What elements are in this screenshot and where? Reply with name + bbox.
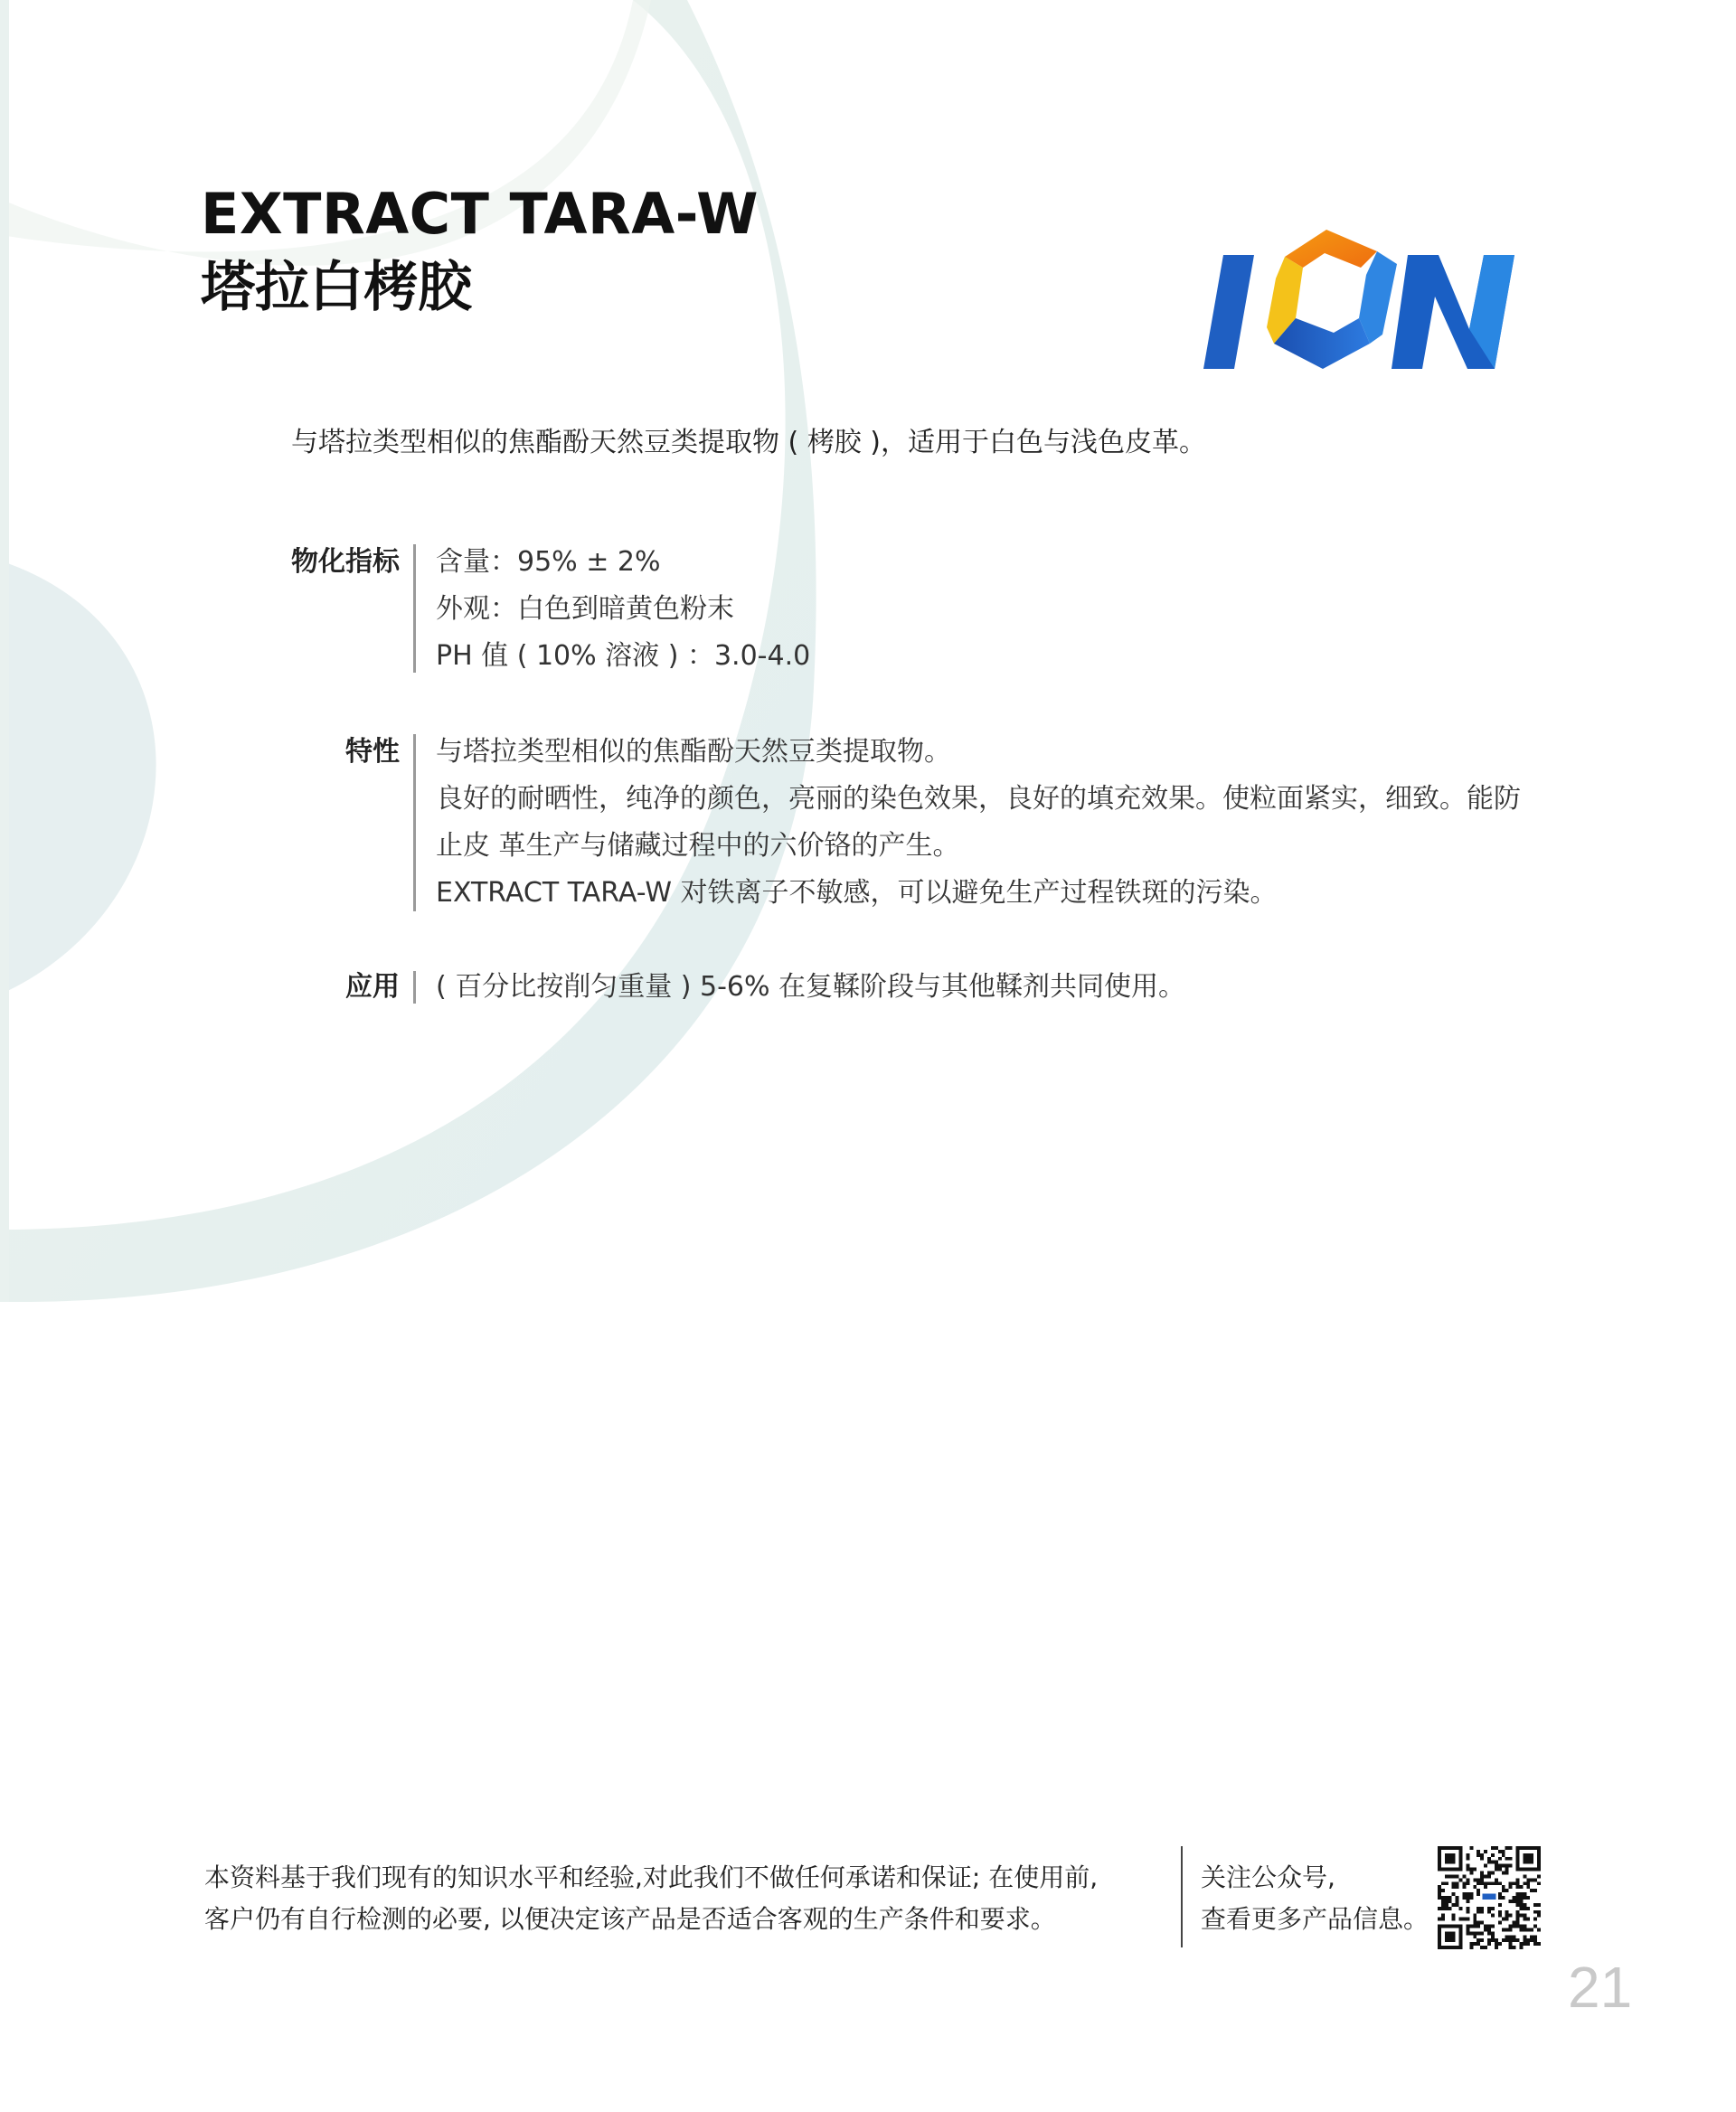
section-divider [413, 544, 416, 673]
spec-line: 外观：白色到暗黄色粉末 [436, 593, 734, 625]
section-label: 应用 [345, 971, 400, 1003]
product-title-cn: 塔拉白栲胶 [201, 256, 472, 319]
footer-disclaimer [204, 1857, 1098, 1940]
spec-line: PH 值 ( 10% 溶液 ) ：3.0-4.0 [436, 640, 811, 672]
follow-line: 查看更多产品信息。 [1201, 1904, 1429, 1934]
disclaimer-line: 客户仍有自行检测的必要, 以便决定该产品是否适合客观的生产条件和要求。 [204, 1904, 1056, 1934]
section-content [436, 729, 1521, 917]
qr-code-icon[interactable] [1438, 1846, 1541, 1949]
footer-divider [1181, 1846, 1183, 1947]
disclaimer-line: 本资料基于我们现有的知识水平和经验,对此我们不做任何承诺和保证; 在使用前, [204, 1862, 1099, 1892]
section-label: 物化指标 [291, 546, 400, 578]
application-line: ( 百分比按削匀重量 ) 5-6% 在复鞣阶段与其他鞣剂共同使用。 [436, 971, 1186, 1003]
product-title-en: EXTRACT TARA-W [201, 181, 760, 247]
ion-logo [1198, 228, 1542, 372]
section-label: 特性 [345, 736, 400, 768]
spec-line: 含量：95% ± 2% [436, 546, 661, 578]
follow-line: 关注公众号, [1201, 1862, 1335, 1892]
feature-line: 良好的耐晒性，纯净的颜色，亮丽的染色效果，良好的填充效果。使粒面紧实，细致。能防 [436, 783, 1521, 815]
feature-line: EXTRACT TARA-W 对铁离子不敏感，可以避免生产过程铁斑的污染。 [436, 877, 1278, 909]
feature-line: 止皮 革生产与储藏过程中的六价铬的产生。 [436, 830, 960, 862]
section-divider [413, 971, 416, 1004]
section-content [436, 539, 810, 680]
section-divider [413, 734, 416, 911]
section-content [436, 964, 1185, 1011]
page-number: 21 [1568, 1955, 1633, 2020]
feature-line: 与塔拉类型相似的焦酯酚天然豆类提取物。 [436, 736, 951, 768]
product-intro: 与塔拉类型相似的焦酯酚天然豆类提取物 ( 栲胶 )，适用于白色与浅色皮革。 [291, 427, 1207, 458]
footer-follow [1201, 1857, 1429, 1940]
